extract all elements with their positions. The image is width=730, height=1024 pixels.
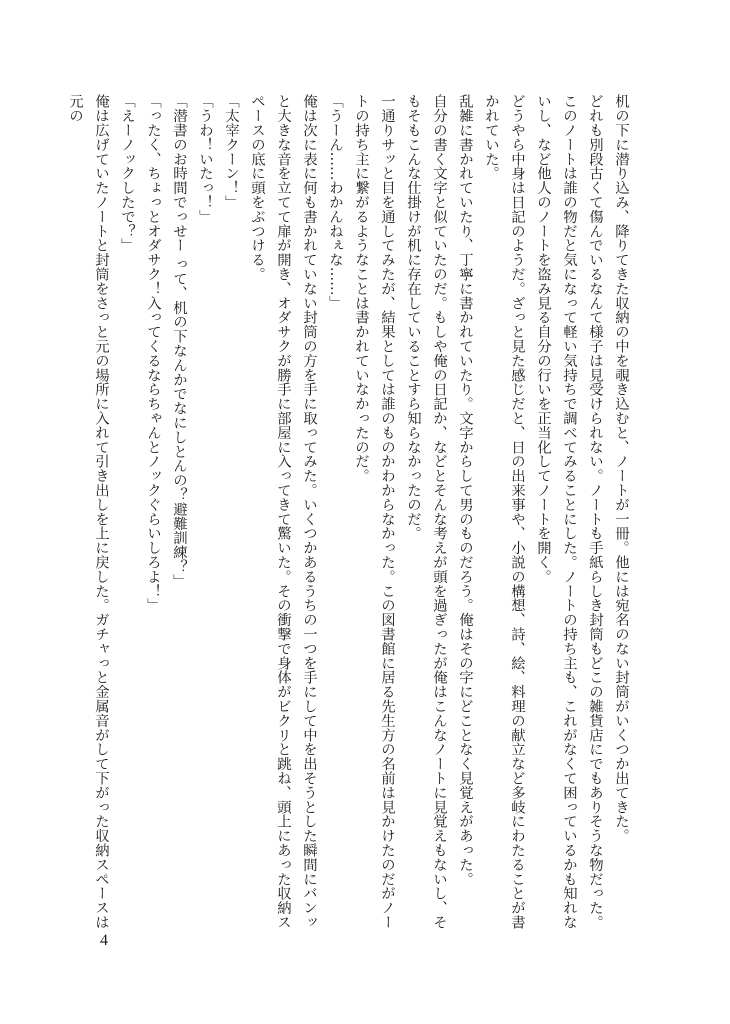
dialogue-line: 「うーん……わかんねぇな……」 [327,94,343,310]
dialogue-line: 「潜書のお時間でっせー って、机の下なんかでなにしとんの？避難訓練？」 [171,94,187,589]
paragraph: 俺は次に表に何も書かれていない封筒の方を手に取ってみた。いくつかあるうちの一つを手にして中を出そうとした瞬間にバンッと大きな音を立てて扉が開き、オダサクが勝手に部屋に入ってきて驚いた。その衝撃で身体がビクリと跳ね、頭上にあった収納スペースの底に頭をぶつける。 [249,94,317,930]
paragraph: 机の下に潜り込み、降りてきた収納の中を覗き込むと、ノートが一冊。他には宛名のない封筒がいくつか出てきた。 [613,94,629,843]
page-number: 4 [100,932,108,949]
dialogue-line: 「えーノックしたで？」 [119,94,135,253]
dialogue-line: 「太宰クーン！」 [223,94,239,210]
paragraph: どれも別段古くて傷んでいるなんて様子は見受けられない。ノートも手紙らしき封筒もどこの雑貨店にでもありそうな物だった。 [587,94,603,930]
dialogue-line: 「うわ！いたっ！」 [197,94,213,224]
paragraph: 乱雑に書かれていたり、丁寧に書かれていたり。文字からして男のものだろう。俺はその字にどことなく見覚えがあった。 [457,94,473,886]
paragraph: 一通りサッと目を通してみたが、結果としては誰のものかわからなかった。この図書館に居る先生方の名前は見かけたのだがノートの持ち主に繋がるようなことは書かれていなかったのだ。 [353,94,395,930]
paragraph: このノートは誰の物だと気になって軽い気持ちで調べてみることにした。ノートの持ち主も、これがなくて困っているかも知れないし、など他人のノートを盗み見る自分の行いを正当化してノートを開く。 [535,94,577,930]
paragraph: 自分の書く文字と似ていたのだ。もしや俺の日記か、などとそんな考えが頭を過ぎったが俺はこんなノートに見覚えもないし、そもそもこんな仕掛けが机に存在していることすら知らなかったのだ。 [405,94,447,930]
paragraph: 俺は広げていたノートと封筒をさっと元の場所に入れて引き出しを上に戻した。ガチャっと金属音がして下がった収納スペースは元の [67,94,109,930]
dialogue-line: 「ったく、ちょっとオダサク！入ってくるならちゃんとノックぐらいしろよ！」 [145,94,161,613]
body-text [62,94,634,934]
paragraph: どうやら中身は日記のようだ。ざっと見た感じだと、日の出来事や、小説の構想、詩、絵、料理の献立など多岐にわたることが書かれていた。 [483,94,525,930]
